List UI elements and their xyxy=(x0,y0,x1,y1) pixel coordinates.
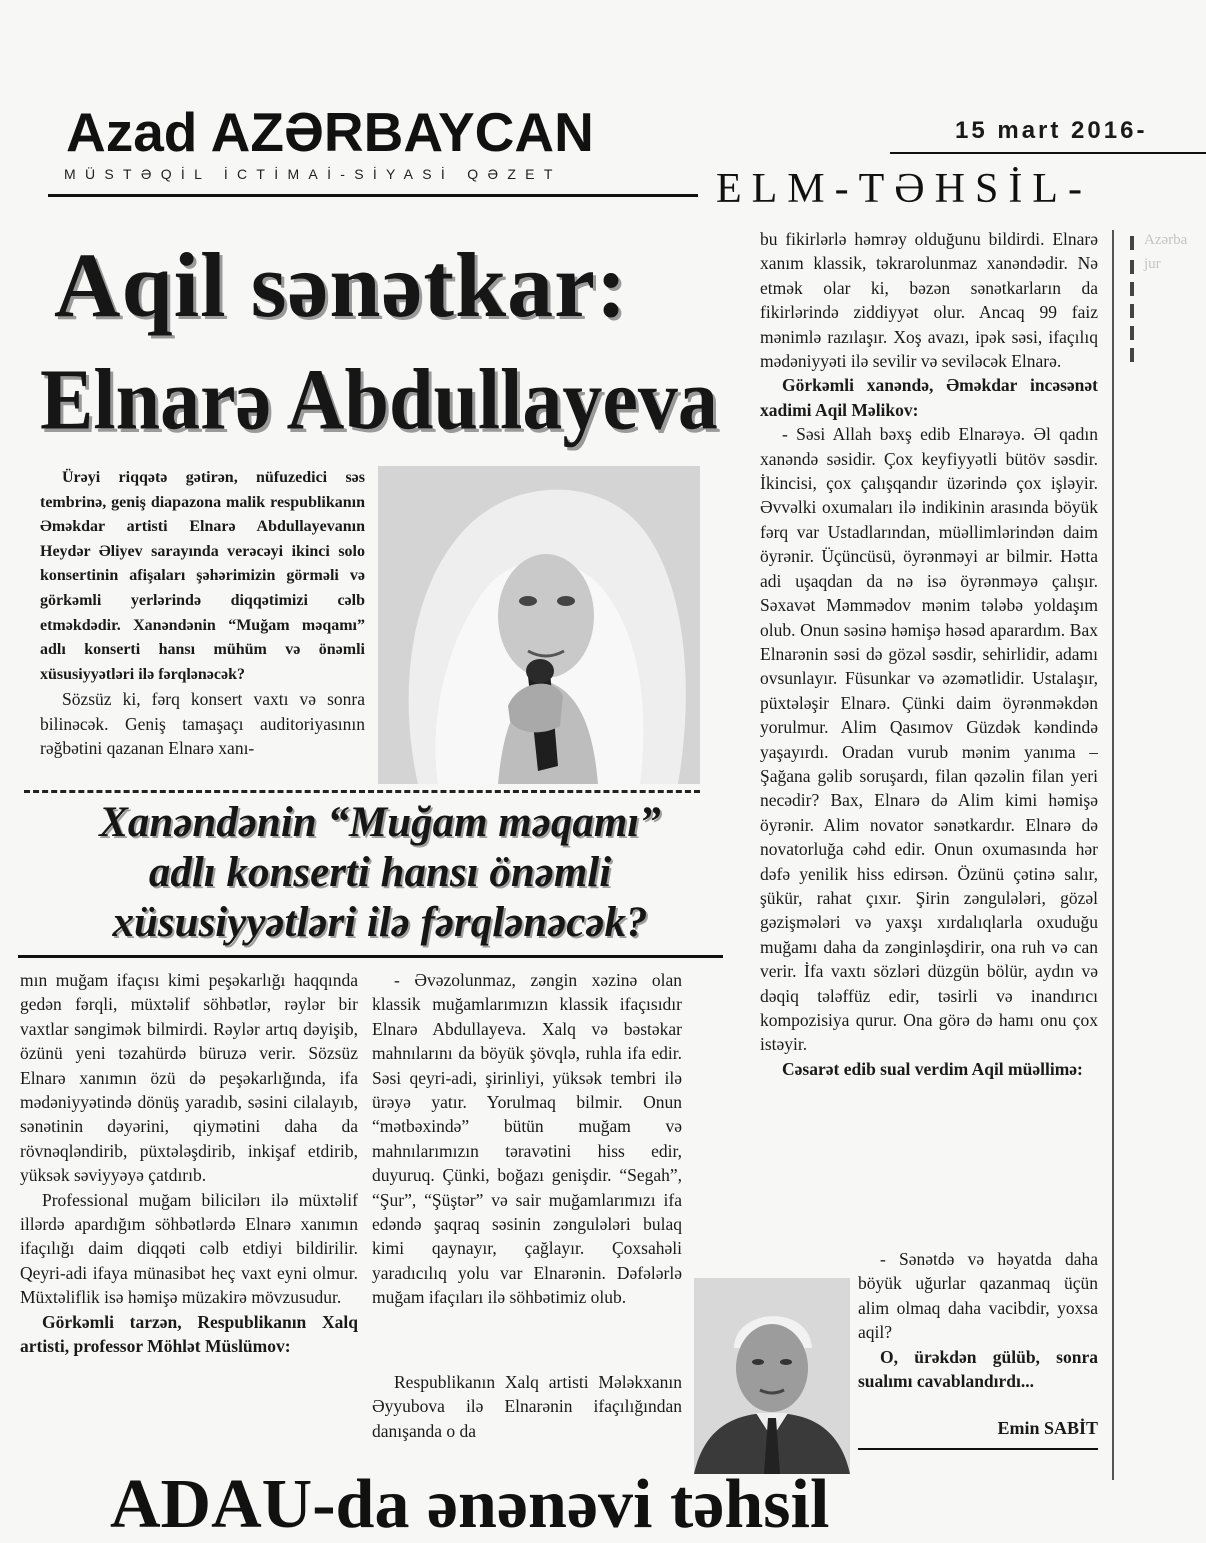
adjacent-article-edge xyxy=(1118,230,1206,1480)
masthead-title: Azad AZƏRBAYCAN xyxy=(66,101,594,163)
edge-text-fragment: jur xyxy=(1144,256,1161,272)
dashed-divider xyxy=(24,790,700,793)
masthead-rule xyxy=(48,194,698,197)
headline-line-2: Elnarə Abdullayeva xyxy=(40,353,718,449)
paragraph: Professional muğam bilicilərı ilə müxtəlif illərdə apardığım söhbətlərdə Elnarə xanımın ifaçılığı daim diqqəti cəlb etdiyi bildirilir. Qeyri-adi ifaya münasibət heç vaxt eyni olmur. Müxtəliflik isə həmişə müzakirə mövzusudur. xyxy=(20,1189,358,1308)
next-article-headline: ADAU-da ənənəvi təhsil xyxy=(110,1466,830,1543)
speaker-intro: Görkəmli tarzən, Respublikanın Xalq artisti, professor Möhlət Müslümov: xyxy=(20,1311,358,1357)
edge-mark xyxy=(1130,304,1134,318)
article-column-left xyxy=(20,968,358,1359)
edge-mark xyxy=(1130,326,1134,340)
edge-mark xyxy=(1130,348,1134,362)
article-column-right xyxy=(760,227,1098,1081)
article-column-middle xyxy=(372,968,682,1310)
quote-paragraph: - Səsi Allah bəxş edib Elnarəyə. Əl qadın xanəndə səsidir. Çox keyfiyyətli bütöv səsdir. İkincisi, çox çalışqandır üzərində çox işləyir. Əvvəlki oxumaları ilə indikinin arasında böyük fərq var Ustadlarından, müəllimlərindən daim öyrənir. Üçüncüsü, öyrənməyi ar bilmir. Hətta adi uşaqdan da nə isə öyrənməyə çalışır. Səxavət Məmmədov mənim tələbə yoldaşım olub. Onun səsinə həmişə həsəd aparardım. Bax Elnarənin səsi də gözəl səsdir, sehirlidir, adamı ovsunlayır. Füsunkar və əzəmətlidir. Ustalaşır, püxtələşir Elnarə. Çünki daim öyrənməkdən yorulmur. Alim Qasımov Güzdək kəndində yaşayırdı. Oradan vurub mənim yanıma – Şağana gəlib soruşardı, filan qəzəlin filan yeri necədir? Bax, Elnarə də Alim kimi həmişə öyrənir. Alim novator sənətkardır. Elnarə də novatorluğa cəhd edir. Onun oxumasında hər dəfə yenilik hiss edirsən. Özünü çətinə salır, şükür, rahat çıxır. Şirin zəngulələri, gözəl gəzişmələri və yaxşı xırdalıqlarla oxuduğu muğamı daha da zənginləşdirir, ona ruh və can verir. İfa vaxtı sözləri düzgün bölür, aydın və dəqiq tələffüz edir, təsirli və inandırıcı kompozisiya qurur. Ona görə də hamı onu çox istəyir. xyxy=(760,424,1098,1055)
quote-paragraph: - Əvəzolunmaz, zəngin xəzinə olan klassik muğamlarımızın klassik ifaçısıdır Elnarə Abdullayeva. Xalq və bəstəkar mahnılarını da böyük şövqlə, ruhla ifa edir. Səsi qeyri-adi, şirinliyi, yüksək tembri ilə ürəyə yatır. Yorulmaq bilmir. Onun “mətbəxində” bütün muğam və mahnılarımızın təravətini hiss edir, duyuruq. Çünki, boğazı genişdir. “Segah”, “Şur”, “Şüştər” və sair muğamlarımızı ifa edəndə şaqraq səsinin zəngulələri bulaq kimi qaynayır, çağlayır. Çoxsahəli yaradıcılıq yolu var Elnarənin. Dəfələrlə muğam ifaçıları ilə söhbətimiz olub. xyxy=(372,970,682,1308)
lead-continuation: Sözsüz ki, fərq konsert vaxtı və sonra bilinəcək. Geniş tamaşaçı auditoriyasının rəğbətini qazanan Elnarə xanı- xyxy=(40,689,365,759)
edge-mark xyxy=(1130,236,1134,250)
question-intro: Cəsarət edib sual verdim Aqil müəllimə: xyxy=(782,1058,1083,1079)
headline-line-1: Aqil sənətkar: xyxy=(54,234,628,336)
subheadline-line-1: Xanəndənin “Muğam məqamı” xyxy=(99,799,661,846)
subheadline-rule xyxy=(18,955,723,958)
section-name: ELM-TƏHSİL- xyxy=(716,166,1092,212)
portrait-photo-illustration xyxy=(694,1278,850,1474)
date-rule xyxy=(890,152,1206,154)
edge-mark xyxy=(1130,260,1134,274)
portrait-photo xyxy=(694,1278,850,1474)
column-divider xyxy=(1112,230,1114,1480)
lead-paragraph: Ürəyi riqqətə gətirən, nüfuzedici səs tembrinə, geniş diapazona malik respublikanın Əməkdar artisti Elnarə Abdullayevanın Heydər Əliyev sarayında verəcəyi ikinci solo konsertinin afişaları şəhərimizin görməli və görkəmli yerlərində diqqətimizi cəlb etməkdədir. Xanəndənin “Muğam məqamı” adlı konserti hansı mühüm və önəmli xüsusiyyətləri ilə fərqlənəcək? xyxy=(40,469,365,683)
edge-text-fragment: Azərba xyxy=(1144,232,1188,248)
question-paragraph: - Sənətdə və həyatda daha böyük uğurlar qazanmaq üçün alim olmaq daha vacibdir, yoxsa aqil? xyxy=(858,1249,1098,1343)
paragraph: bu fikirlərlə həmrəy olduğunu bildirdi. Elnarə xanım klassik, təkrarolunmaz xanəndədir. Nə etmək olar ki, bəzən sənətkarların da fikirlərində ziddiyyət olur. Ancaq 99 faiz mənimlə razılaşır. Xoş avazı, ipək səsi, ifaçılıq mədəniyyəti ilə sevilir və seviləcək Elnarə. xyxy=(760,229,1098,372)
issue-date: 15 mart 2016- xyxy=(955,117,1148,144)
singer-photo-illustration xyxy=(378,466,700,784)
subheadline xyxy=(40,798,720,948)
paragraph: Respublikanın Xalq artisti Mələkxanın Əyyubova ilə Elnarənin ifaçılığından danışanda o da xyxy=(372,1372,682,1441)
paragraph: mın muğam ifaçısı kimi peşəkarlığı haqqında gedən fərqli, müxtəlif söhbətlər, rəylər bir vaxtlar səngimək bilmirdi. Rəylər artıq dəyişib, özünü yeni təzahürdə büruzə verir. Sözsüz Elnarə xanımın özü də peşəkarlığında, ifa mədəniyyətində dönüş yaradıb, səsini cilalayıb, sənətinin dəyərini, qiymətini daha da rövnəqləndirib, püxtələşdirib, inkişaf etdirib, yüksək səviyyəyə çatdırıb. xyxy=(20,970,358,1186)
masthead-subtitle: MÜSTƏQİL İCTİMAİ-SİYASİ QƏZET xyxy=(64,166,562,182)
singer-photo xyxy=(378,466,700,784)
speaker-intro: Görkəmli xanəndə, Əməkdar incəsənət xadimi Aqil Məlikov: xyxy=(760,375,1098,420)
author-rule xyxy=(858,1448,1098,1450)
author-byline: Emin SABİT xyxy=(997,1418,1098,1438)
article-column-right-end xyxy=(858,1247,1098,1393)
closing-paragraph: O, ürəkdən gülüb, sonra sualımı cavablandırdı... xyxy=(858,1346,1098,1392)
article-column-middle-end xyxy=(372,1370,682,1443)
edge-mark xyxy=(1130,282,1134,296)
lead-column xyxy=(40,466,365,761)
subheadline-line-2: adlı konserti hansı önəmli xyxy=(148,849,612,896)
subheadline-line-3: xüsusiyyətləri ilə fərqlənəcək? xyxy=(112,899,648,946)
